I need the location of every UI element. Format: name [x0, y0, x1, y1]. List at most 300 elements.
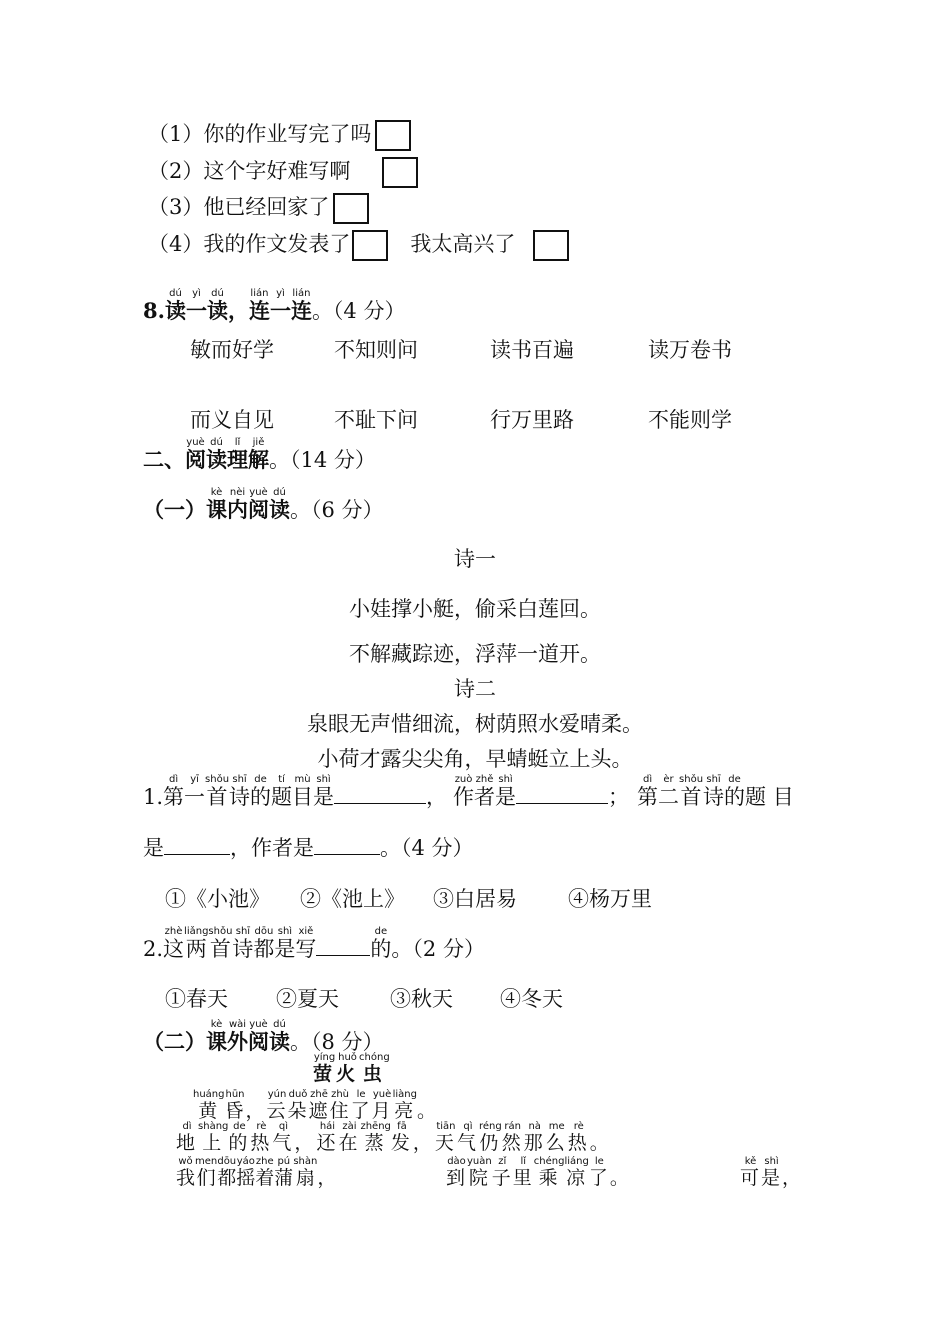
ruby-base: 上 — [198, 1132, 229, 1154]
punct-item-3 — [148, 191, 369, 224]
poem2-line2: 小荷才露尖尖角，早蜻蜓立上头。 — [317, 747, 633, 771]
question-number: 8. — [143, 298, 165, 323]
ruby-pinyin: duǒ — [287, 1089, 309, 1100]
ruby-base: 首 — [679, 785, 704, 809]
ruby-char — [295, 926, 317, 961]
ruby-base: 朵 — [287, 1100, 309, 1122]
ruby-char — [248, 288, 270, 323]
ruby-base: 阅 — [185, 447, 206, 472]
ruby-pinyin: jiě — [248, 437, 269, 448]
ruby-base: 地 — [176, 1132, 199, 1154]
ruby-char — [229, 774, 251, 809]
ruby-pinyin: dì — [176, 1121, 199, 1132]
q1-line1 — [143, 774, 794, 811]
ruby-base: 内 — [227, 497, 248, 522]
ruby-second-poem — [637, 774, 746, 809]
ruby-char — [703, 774, 725, 809]
part1-heading — [143, 487, 384, 524]
ruby-base: 月 — [371, 1100, 393, 1122]
answer-box[interactable] — [333, 193, 369, 224]
ruby-base: ， — [294, 1132, 317, 1154]
ruby-base: 黄 — [193, 1100, 225, 1122]
ruby-base: 了 — [350, 1100, 372, 1122]
ruby-char — [184, 774, 206, 809]
ruby-pinyin: shī — [232, 926, 254, 937]
ruby-char — [293, 1156, 318, 1189]
ruby-char — [317, 1167, 336, 1189]
ruby-char — [446, 1156, 468, 1189]
ruby-base: 着 — [255, 1167, 275, 1189]
ruby-char — [637, 774, 659, 809]
ruby-pinyin: de — [228, 1121, 251, 1132]
answer-blank[interactable] — [314, 834, 380, 855]
ruby-pinyin: wǒ — [176, 1156, 196, 1167]
ruby-base: 气 — [272, 1132, 295, 1154]
ruby-pinyin: lián — [290, 288, 312, 299]
ruby-firefly — [313, 1052, 390, 1085]
ruby-base: 读 — [164, 298, 186, 323]
ruby-base: 我 — [176, 1167, 196, 1189]
punct-item-2 — [148, 155, 418, 188]
q8-row2-3[interactable]: 行万里路 — [490, 408, 574, 432]
ruby-char — [474, 774, 496, 809]
question-number: 1. — [143, 785, 164, 809]
ruby-base: ， — [412, 1132, 435, 1154]
ruby-char — [271, 774, 293, 809]
story-line3a — [176, 1156, 336, 1190]
ruby-char — [269, 487, 290, 522]
ruby-reading-comprehension — [185, 437, 269, 472]
ruby-char — [545, 1121, 568, 1154]
ruby-pinyin: dōu — [253, 926, 275, 937]
q8-heading — [143, 288, 405, 325]
ruby-pinyin: de — [724, 774, 746, 785]
ruby-pinyin: shī — [703, 774, 725, 785]
ruby-base: 是 — [761, 1167, 783, 1189]
story-title — [313, 1052, 390, 1086]
ruby-char — [206, 288, 228, 323]
q2-option-2[interactable]: ②夏天 — [276, 987, 339, 1011]
ruby-base: 然 — [501, 1132, 524, 1154]
ruby-char — [740, 1156, 762, 1189]
ruby-base: 课 — [206, 497, 227, 522]
q8-row2-1[interactable]: 而义自见 — [190, 408, 274, 432]
ruby-char — [274, 926, 296, 961]
ruby-char — [164, 288, 186, 323]
answer-blank[interactable] — [516, 783, 608, 804]
ruby-char — [272, 1121, 295, 1154]
ruby-pinyin: hūn — [224, 1089, 246, 1100]
punct: ， — [426, 785, 448, 809]
ruby-read-read — [164, 288, 228, 323]
ruby-char — [329, 1089, 351, 1122]
ruby-char — [417, 1100, 438, 1122]
ruby-base: ， — [245, 1100, 267, 1122]
q8-row1-4[interactable]: 读万卷书 — [648, 338, 732, 362]
ruby-char — [564, 1156, 589, 1189]
ruby-line — [176, 1121, 612, 1154]
ruby-pinyin: yáo — [236, 1156, 256, 1167]
answer-blank[interactable] — [316, 935, 370, 956]
punct: ； — [608, 785, 630, 809]
ruby-base: 课 — [206, 1029, 227, 1054]
ruby-pinyin: liàng — [392, 1089, 417, 1100]
ruby-char — [523, 1121, 546, 1154]
poem1-title: 诗一 — [454, 547, 496, 571]
ruby-char — [313, 774, 335, 809]
ruby-pinyin: kè — [206, 1019, 227, 1030]
ruby-base: 作 — [453, 785, 475, 809]
text: 是 — [143, 836, 164, 860]
ruby-char — [294, 1132, 316, 1154]
q1-option-4[interactable]: ④杨万里 — [568, 887, 652, 911]
ruby-base: 仍 — [478, 1132, 502, 1154]
story-line3b — [446, 1156, 631, 1190]
ruby-base: 还 — [316, 1132, 339, 1154]
ruby-char — [269, 1019, 290, 1054]
ruby-base: 都 — [217, 1167, 237, 1189]
ruby-base: 首 — [205, 785, 230, 809]
ruby-char — [761, 1156, 783, 1189]
ruby-char — [658, 774, 680, 809]
ruby-base: 昏 — [224, 1100, 246, 1122]
ruby-pinyin — [317, 1156, 336, 1167]
ruby-pinyin: zhēng — [360, 1121, 391, 1132]
ruby-pinyin: yuè — [248, 1019, 269, 1030]
ruby-char — [250, 774, 272, 809]
story-line1 — [193, 1089, 438, 1123]
ruby-char — [338, 1121, 361, 1154]
ruby-char — [205, 774, 230, 809]
q8-row2-2[interactable]: 不耻下问 — [334, 408, 418, 432]
ruby-pinyin: hái — [316, 1121, 339, 1132]
ruby-base: 到 — [446, 1167, 468, 1189]
q2-option-4[interactable]: ④冬天 — [500, 987, 563, 1011]
item-text: 我的作文发表了 — [203, 232, 351, 256]
ruby-pinyin: zhè — [163, 926, 185, 937]
ruby-pinyin — [590, 1121, 612, 1132]
ruby-char — [227, 437, 248, 472]
ruby-base: 的 — [370, 937, 392, 961]
ruby-base: 蒸 — [360, 1132, 391, 1154]
ruby-pinyin: yíng — [313, 1052, 337, 1063]
ruby-char — [359, 1052, 390, 1085]
ruby-char — [316, 1121, 339, 1154]
q8-row1-3[interactable]: 读书百遍 — [490, 338, 574, 362]
ruby-char — [467, 1156, 492, 1189]
ruby-char — [308, 1089, 330, 1122]
ruby-char — [782, 1167, 803, 1189]
ruby-pinyin: liǎng — [184, 926, 209, 937]
ruby-char — [269, 288, 291, 323]
ruby-char — [248, 437, 269, 472]
score: 。（2 分） — [391, 937, 485, 961]
ruby-base: 的 — [228, 1132, 251, 1154]
ruby-char — [287, 1089, 309, 1122]
ruby-char — [193, 1089, 225, 1122]
ruby-base: 第 — [637, 785, 659, 809]
ruby-pinyin: lǐ — [227, 437, 248, 448]
score: 。（4 分） — [380, 836, 474, 860]
ruby-char — [495, 774, 517, 809]
ruby-char — [413, 1132, 435, 1154]
ruby-base: 在 — [338, 1132, 361, 1154]
ruby-pinyin: pú — [274, 1156, 294, 1167]
section-prefix: 二、 — [143, 447, 185, 472]
ruby-pinyin: zhě — [474, 774, 496, 785]
ruby-char — [434, 1121, 457, 1154]
ruby-base: 虫 — [359, 1063, 390, 1085]
ruby-pinyin: mù — [292, 774, 314, 785]
text: 题 目 — [745, 785, 794, 809]
ruby-pinyin: rán — [501, 1121, 524, 1132]
ruby-char — [392, 1089, 417, 1122]
ruby-base: 是 — [495, 785, 517, 809]
ruby-base: 。 — [416, 1100, 438, 1122]
ruby-pinyin: shì — [761, 1156, 783, 1167]
item-number: （3） — [148, 195, 204, 219]
q2-line — [143, 926, 485, 963]
ruby-char — [679, 774, 704, 809]
ruby-pinyin: shī — [229, 774, 251, 785]
ruby-pinyin: le — [350, 1089, 372, 1100]
ruby-base: 子 — [491, 1167, 513, 1189]
ruby-base: 读 — [206, 447, 227, 472]
ruby-base: 阅 — [248, 1029, 269, 1054]
ruby-pinyin: zhē — [308, 1089, 330, 1100]
ruby-base: 院 — [467, 1167, 492, 1189]
ruby-base: 都 — [253, 937, 275, 961]
ruby-char — [163, 774, 185, 809]
ruby-base: 这 — [163, 937, 185, 961]
ruby-char — [590, 1132, 612, 1154]
ruby-char — [370, 926, 392, 961]
ruby-line — [740, 1156, 804, 1189]
punct: ， — [227, 298, 249, 323]
answer-box[interactable] — [375, 120, 411, 151]
ruby-char — [478, 1121, 502, 1154]
ruby-base: 凉 — [564, 1167, 589, 1189]
ruby-pinyin: de — [370, 926, 392, 937]
ruby-pinyin: shàn — [293, 1156, 318, 1167]
ruby-pinyin: dú — [164, 288, 186, 299]
ruby-pinyin: dì — [637, 774, 659, 785]
ruby-pinyin: shì — [274, 926, 296, 937]
ruby-base: 蒲 — [274, 1167, 294, 1189]
ruby-base: 一 — [185, 298, 207, 323]
ruby-base: 么 — [545, 1132, 568, 1154]
ruby-pinyin: shì — [313, 774, 335, 785]
ruby-char — [501, 1121, 524, 1154]
answer-box[interactable] — [352, 230, 388, 261]
ruby-base: 诗 — [703, 785, 725, 809]
ruby-line — [446, 1156, 631, 1189]
ruby-base: 理 — [227, 447, 248, 472]
ruby-pinyin: dōu — [217, 1156, 237, 1167]
ruby-pinyin: tí — [271, 774, 293, 785]
ruby-char — [185, 288, 207, 323]
ruby-base: 乘 — [533, 1167, 565, 1189]
ruby-base: 目 — [292, 785, 314, 809]
ruby-char — [206, 437, 227, 472]
item-text-2: 我太高兴了 — [410, 232, 516, 256]
ruby-pinyin: dì — [163, 774, 185, 785]
ruby-base: ， — [782, 1167, 804, 1189]
q2-option-3[interactable]: ③秋天 — [390, 987, 453, 1011]
q2-option-1[interactable]: ①春天 — [165, 987, 228, 1011]
ruby-base: 里 — [512, 1167, 534, 1189]
ruby-char — [185, 437, 206, 472]
part2-heading — [143, 1019, 384, 1056]
ruby-char — [248, 487, 269, 522]
ruby-char — [236, 1156, 256, 1189]
ruby-base: 遮 — [308, 1100, 330, 1122]
ruby-base: 亮 — [392, 1100, 417, 1122]
ruby-pinyin: zǐ — [491, 1156, 513, 1167]
score: 。（14 分） — [269, 448, 376, 472]
ruby-base: 者 — [474, 785, 496, 809]
ruby-char — [292, 774, 314, 809]
q1-option-1[interactable]: ①《小池》 — [165, 887, 270, 911]
ruby-pinyin: tiān — [434, 1121, 457, 1132]
ruby-pinyin: chóng — [359, 1052, 390, 1063]
ruby-base: 了 — [588, 1167, 610, 1189]
ruby-pinyin — [413, 1121, 435, 1132]
ruby-char — [163, 926, 185, 961]
ruby-char — [184, 926, 209, 961]
item-number: （2） — [148, 159, 204, 183]
ruby-pinyin: lián — [248, 288, 270, 299]
ruby-char — [206, 487, 227, 522]
q1-line2 — [143, 832, 474, 862]
ruby-pinyin — [294, 1121, 316, 1132]
ruby-char — [724, 774, 746, 809]
item-number: （4） — [148, 232, 204, 256]
ruby-char — [588, 1156, 610, 1189]
answer-blank[interactable] — [334, 783, 426, 804]
ruby-base: 的 — [250, 785, 272, 809]
ruby-pinyin: liáng — [564, 1156, 589, 1167]
ruby-char — [224, 1089, 246, 1122]
ruby-char — [208, 926, 233, 961]
ruby-pinyin: yì — [185, 288, 207, 299]
ruby-pinyin: lǐ — [512, 1156, 534, 1167]
ruby-base: 天 — [434, 1132, 457, 1154]
ruby-pinyin: men — [195, 1156, 218, 1167]
q8-row2-4[interactable]: 不能则学 — [648, 408, 732, 432]
ruby-base: 住 — [329, 1100, 351, 1122]
ruby-base: 热 — [567, 1132, 590, 1154]
q1-option-3[interactable]: ③白居易 — [433, 887, 517, 911]
ruby-pinyin: zuò — [453, 774, 475, 785]
item-text: 你的作业写完了吗 — [203, 122, 372, 146]
answer-box[interactable] — [533, 230, 569, 261]
ruby-base: 读 — [269, 497, 290, 522]
ruby-char — [336, 1052, 360, 1085]
ruby-base: 摇 — [236, 1167, 256, 1189]
ruby-base: 读 — [269, 1029, 290, 1054]
section2-heading — [143, 437, 376, 474]
ruby-base: 发 — [390, 1132, 413, 1154]
ruby-base: 阅 — [248, 497, 269, 522]
ruby-pinyin: nèi — [227, 487, 248, 498]
ruby-pinyin: dú — [269, 487, 290, 498]
ruby-base: 读 — [206, 298, 228, 323]
ruby-char — [567, 1121, 590, 1154]
ruby-base: 们 — [195, 1167, 218, 1189]
ruby-base: 写 — [295, 937, 317, 961]
ruby-char — [266, 1089, 288, 1122]
ruby-base: 连 — [290, 298, 312, 323]
ruby-pinyin: me — [545, 1121, 568, 1132]
ruby-base: 气 — [456, 1132, 479, 1154]
ruby-pinyin — [417, 1089, 438, 1100]
poem2-title: 诗二 — [454, 677, 496, 701]
q8-row1-1[interactable]: 敏而好学 — [190, 338, 274, 362]
ruby-char — [453, 774, 475, 809]
ruby-pinyin: réng — [478, 1121, 502, 1132]
q8-row1-2[interactable]: 不知则问 — [334, 338, 418, 362]
ruby-pinyin: zài — [338, 1121, 361, 1132]
ruby-base: 一 — [269, 298, 291, 323]
ruby-char — [227, 487, 248, 522]
ruby-char — [198, 1121, 229, 1154]
punct-item-1 — [148, 118, 411, 151]
ruby-base: 热 — [250, 1132, 273, 1154]
ruby-author — [453, 774, 517, 809]
story-line2 — [176, 1121, 612, 1155]
answer-box[interactable] — [382, 157, 418, 188]
ruby-pinyin: rè — [250, 1121, 273, 1132]
ruby-pinyin — [782, 1156, 803, 1167]
ruby-pinyin: shàng — [198, 1121, 229, 1132]
ruby-base: 首 — [208, 937, 233, 961]
ruby-char — [206, 1019, 227, 1054]
ruby-pinyin: yì — [269, 288, 291, 299]
ruby-pinyin — [610, 1156, 631, 1167]
poem1-line1: 小娃撑小艇，偷采白莲回。 — [349, 597, 601, 621]
ruby-char — [228, 1121, 251, 1154]
ruby-base: 两 — [184, 937, 209, 961]
ruby-char — [491, 1156, 513, 1189]
ruby-pinyin: kě — [740, 1156, 761, 1167]
ruby-char — [232, 926, 254, 961]
ruby-pinyin: xiě — [295, 926, 317, 937]
ruby-pinyin: yī — [184, 774, 206, 785]
ruby-pinyin: de — [250, 774, 272, 785]
ruby-char — [250, 1121, 273, 1154]
q1-option-2[interactable]: ②《池上》 — [300, 887, 405, 911]
ruby-pinyin: yún — [266, 1089, 288, 1100]
answer-blank[interactable] — [164, 834, 230, 855]
ruby-base: 扇 — [293, 1167, 318, 1189]
ruby-pinyin: shǒu — [679, 774, 704, 785]
ruby-pinyin: yuè — [371, 1089, 393, 1100]
ruby-extracurricular-reading — [206, 1019, 290, 1054]
ruby-base: 题 — [271, 785, 293, 809]
punct-item-4 — [148, 228, 569, 261]
ruby-pinyin: fā — [390, 1121, 413, 1132]
ruby-in-class-reading — [206, 487, 290, 522]
ruby-link-link — [248, 288, 312, 323]
item-number: （1） — [148, 122, 204, 146]
story-line3c — [740, 1156, 803, 1190]
question-number: 2. — [143, 937, 164, 961]
ruby-first-poem-title — [163, 774, 335, 809]
ruby-pinyin: shǒu — [205, 774, 230, 785]
ruby-pinyin: rè — [567, 1121, 590, 1132]
ruby-base: 的 — [724, 785, 746, 809]
